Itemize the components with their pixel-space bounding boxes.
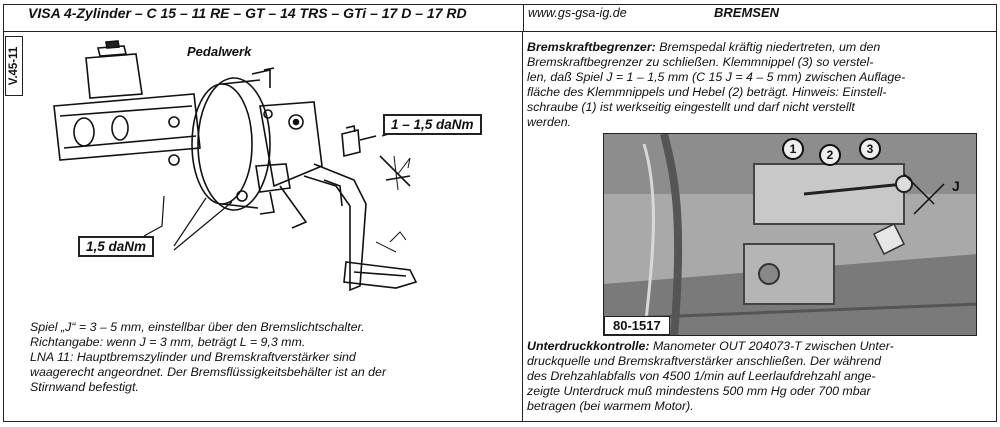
- text-line: fläche des Klemmnippels und Hebel (2) beträgt. Hinweis: Einstell-: [527, 85, 887, 99]
- text-line: [527, 40, 993, 55]
- text-span: Manometer OUT 204073-T zwischen Unter-: [649, 339, 894, 353]
- clearance-j-label: J: [952, 178, 960, 194]
- text-line: druckquelle und Bremskraftverstärker anschließen. Der während: [527, 354, 881, 368]
- text-line: len, daß Spiel J = 1 – 1,5 mm (C 15 J = 4 – 5 mm) zwischen Auflage-: [527, 70, 906, 84]
- text-line: Richtangabe: wenn J = 3 mm, beträgt L = 9,3 mm.: [30, 335, 306, 349]
- text-line: schraube (1) ist werkseitig eingestellt und darf nicht verstellt: [527, 100, 855, 114]
- vacuum-check-paragraph: [527, 339, 993, 414]
- brake-limiter-paragraph: [527, 40, 993, 130]
- text-line: betragen (bei warmem Motor).: [527, 399, 694, 413]
- text-line: zeigte Unterdruck muß mindestens 500 mm Hg oder 700 mbar: [527, 384, 871, 398]
- text-line: Bremskraftbegrenzer zu schließen. Klemmnippel (3) so verstel-: [527, 55, 874, 69]
- model-title: VISA 4-Zylinder – C 15 – 11 RE – GT – 14 TRS – GTi – 17 D – 17 RD: [28, 5, 467, 21]
- photo-illustration: [604, 134, 977, 336]
- pedal-assembly-diagram: [24, 36, 514, 316]
- paragraph-heading: Bremskraftbegrenzer:: [527, 40, 656, 54]
- text-line: LNA 11: Hauptbremszylinder und Bremskraftverstärker sind: [30, 350, 356, 364]
- callout-number-1: 1: [782, 138, 804, 160]
- photo-reference-label: 80-1517: [604, 316, 670, 335]
- text-line: werden.: [527, 115, 572, 129]
- torque-callout-top: 1 – 1,5 daNm: [383, 114, 482, 135]
- paragraph-heading: Unterdruckkontrolle:: [527, 339, 650, 353]
- page-reference-tag: [5, 36, 23, 96]
- page-reference-label: V.45-11: [8, 46, 20, 86]
- brake-limiter-photo: [603, 133, 977, 336]
- section-title: BREMSEN: [714, 5, 780, 20]
- text-line: Stirnwand befestigt.: [30, 380, 139, 394]
- figure-title: Pedalwerk: [187, 44, 252, 59]
- callout-number-2: 2: [819, 144, 841, 166]
- text-span: Bremspedal kräftig niedertreten, um den: [655, 40, 881, 54]
- left-description: [30, 320, 515, 395]
- website-url: www.gs-gsa-ig.de: [528, 6, 627, 20]
- text-line: [527, 339, 993, 354]
- text-line: waagerecht angeordnet. Der Bremsflüssigkeitsbehälter ist an der: [30, 365, 387, 379]
- torque-callout-bottom: 1,5 daNm: [78, 236, 154, 257]
- callout-number-3: 3: [859, 138, 881, 160]
- text-line: Spiel „J“ = 3 – 5 mm, einstellbar über den Bremslichtschalter.: [30, 320, 365, 334]
- text-line: des Drehzahlabfalls von 4500 1/min auf Leerlaufdrehzahl ange-: [527, 369, 876, 383]
